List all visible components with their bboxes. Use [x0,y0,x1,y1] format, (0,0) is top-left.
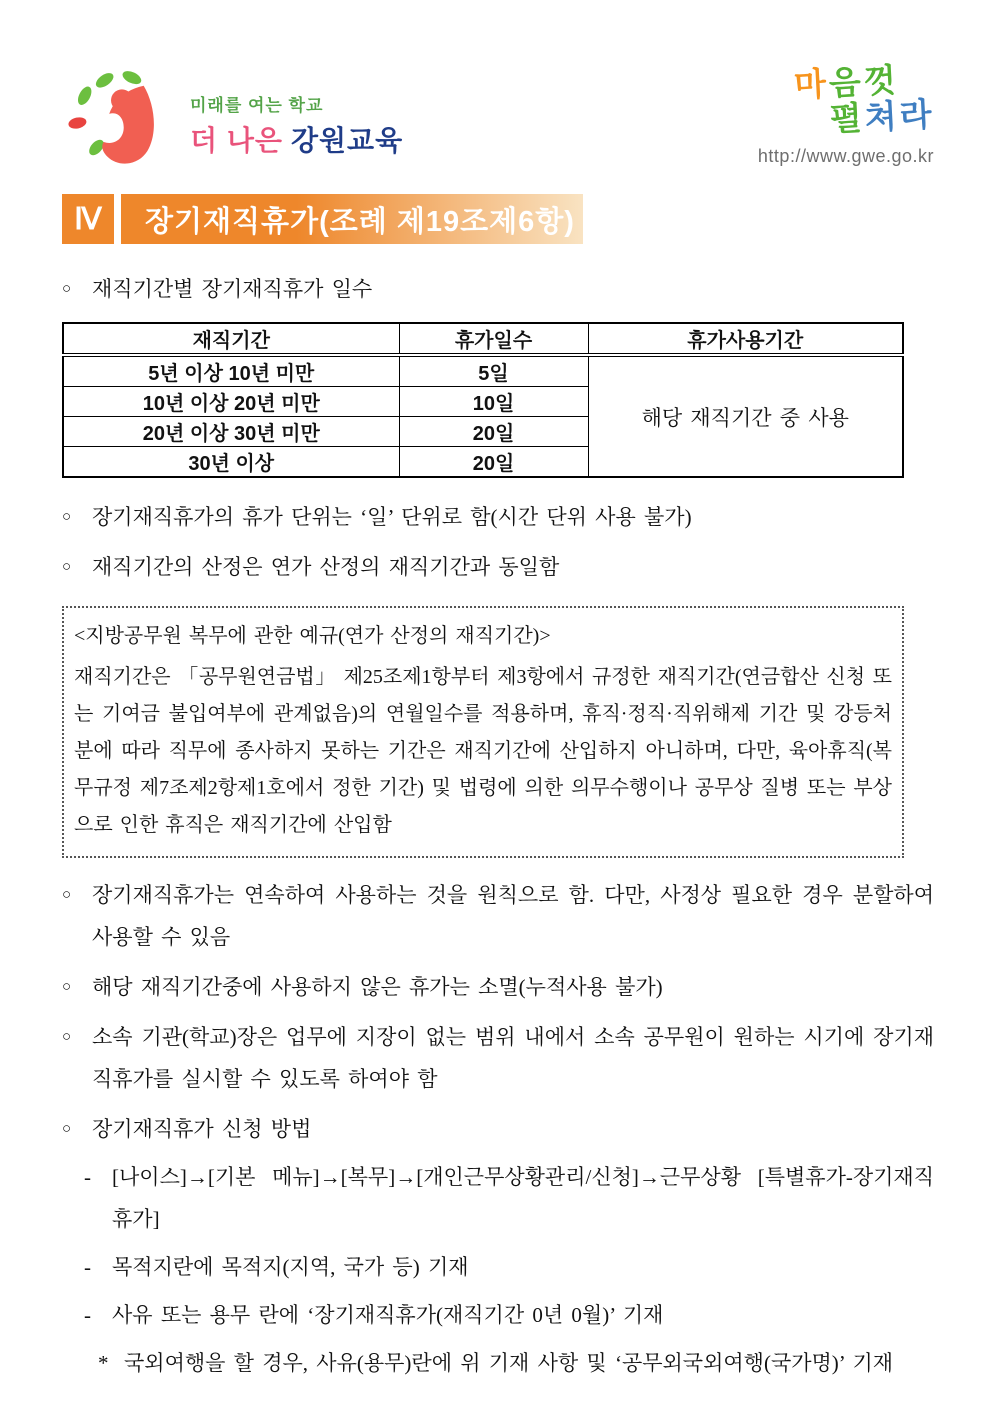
cell-period: 10년 이상 20년 미만 [63,387,399,417]
cell-days: 5일 [399,355,588,387]
gwe-slogan-logo [757,61,936,167]
dash-marker: - [84,1255,91,1279]
bullet-marker: ○ [62,281,72,297]
bullet-leave-days [62,268,934,310]
sub-item-text: [나이스]→[기본 메뉴]→[복무]→[개인근무상황관리/신청]→근무상황 [특별휴가-장기재직휴가] [112,1165,934,1231]
bullet-marker: ○ [62,979,72,995]
cell-period: 30년 이상 [63,447,399,478]
logo-brand-main: 강원교육 [290,125,404,156]
header [62,62,934,180]
sub-item-text: 사유 또는 용무 란에 ‘장기재직휴가(재직기간 0년 0월)’ 기재 [112,1303,664,1327]
regulation-note-box [62,606,904,858]
dash-marker: - [84,1165,91,1189]
col-header-service-period: 재직기간 [63,323,399,355]
sub-item-text: 국외여행을 할 경우, 사유(용무)란에 위 기재 사항 및 ‘공무외국외여행(국가명)’ 기재 [124,1351,894,1375]
bullet-marker: ○ [62,1121,72,1137]
bullet-text: 재직기간별 장기재직휴가 일수 [92,277,373,301]
bullet-marker: ○ [62,887,72,903]
slogan-char-pyeol: 펼 [829,99,867,139]
person-leaves-logo-icon [62,62,180,174]
slogan-chars-chyeora: 쳐라 [864,95,936,137]
section-numeral-badge: Ⅳ [62,194,114,244]
cell-period: 20년 이상 30년 미만 [63,417,399,447]
logo-tagline: 미래를 여는 학교 [190,96,324,115]
gangwon-education-logo [62,62,403,174]
slogan-chars-eumkkeot: 음껏 [828,61,900,102]
bullet-text: 재직기간의 산정은 연가 산정의 재직기간과 동일함 [92,555,560,579]
bullet-text: 장기재직휴가 신청 방법 [92,1117,312,1141]
cell-days: 20일 [399,417,588,447]
section-header [62,194,934,244]
bullet-day-unit [62,496,934,538]
note-title: <지방공무원 복무에 관한 예규(연가 산정의 재직기간)> [74,625,551,647]
sub-item-text: 목적지란에 목적지(지역, 국가 등) 기재 [112,1255,469,1279]
table-header-row [63,323,903,355]
asterisk-marker: * [98,1351,109,1375]
bullet-application-method [62,1108,934,1150]
bullet-text: 소속 기관(학교)장은 업무에 지장이 없는 범위 내에서 소속 공무원이 원하는 시기에 장기재직휴가를 실시할 수 있도록 하여야 함 [92,1025,934,1091]
sub-item-reason-field [84,1294,934,1336]
sub-item-nice-menu-path [84,1156,934,1240]
note-body: 재직기간은 「공무원연금법」 제25조제1항부터 제3항에서 규정한 재직기간(연금합산 신청 또는 기여금 불입여부에 관계없음)의 연월일수를 적용하며, 휴직·정직·직위해제 기간 및 강등처분에 따라 직무에 종사하지 못하는 기간은 재직기간에 산입하지 아니하며, 다만, 육아휴직(복무규정 제7조제2항제1호에서 정한 기간) 및 법령에 의한 의무수행이나 공무상 질병 또는 부상으로 인한 휴직은 재직기간에 산입함 [74,666,892,836]
slogan-char-ma: 마 [793,64,831,104]
col-header-usage-period: 휴가사용기간 [588,323,903,355]
slogan-line-2 [829,97,935,139]
cell-days: 20일 [399,447,588,478]
table-row [63,355,903,387]
bullet-text: 해당 재직기간중에 사용하지 않은 휴가는 소멸(누적사용 불가) [92,975,663,999]
bullet-period-calculation [62,546,934,588]
bullet-continuous-use [62,874,934,958]
website-url[interactable]: http://www.gwe.go.kr [757,145,934,166]
cell-days: 10일 [399,387,588,417]
bullet-marker: ○ [62,1029,72,1045]
bullet-text: 장기재직휴가는 연속하여 사용하는 것을 원칙으로 함. 다만, 사정상 필요한 경우 분할하여 사용할 수 있음 [92,883,934,949]
cell-usage-period: 해당 재직기간 중 사용 [588,355,903,477]
bullet-marker: ○ [62,559,72,575]
col-header-leave-days: 휴가일수 [399,323,588,355]
section-title: 장기재직휴가(조례 제19조제6항) [121,194,583,244]
bullet-head-obligation [62,1016,934,1100]
sub-item-destination [84,1246,934,1288]
sub-item-overseas-travel [98,1342,934,1384]
dash-marker: - [84,1303,91,1327]
bullet-expiry [62,966,934,1008]
logo-brandline [190,119,403,159]
cell-period: 5년 이상 10년 미만 [63,355,399,387]
leave-days-table [62,322,904,478]
logo-brand-accent: 더 나은 [190,125,283,156]
slogan-calligraphy [794,60,936,140]
bullet-text: 장기재직휴가의 휴가 단위는 ‘일’ 단위로 함(시간 단위 사용 불가) [92,505,692,529]
bullet-marker: ○ [62,509,72,525]
logo-left-text [190,91,403,159]
